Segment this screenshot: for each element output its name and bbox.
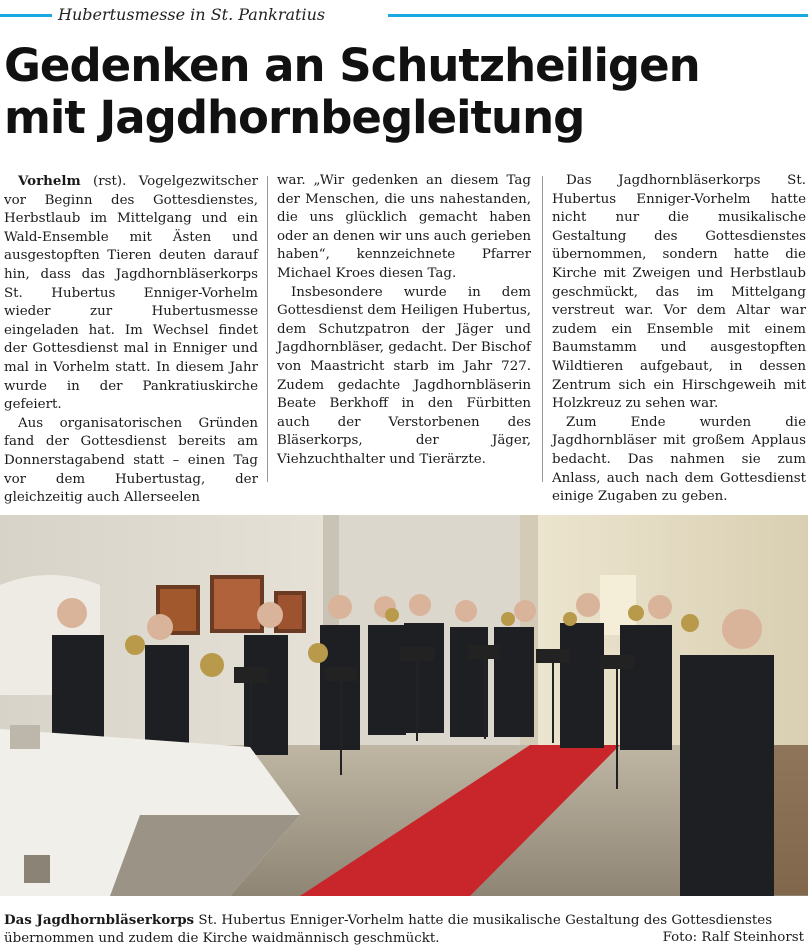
- kicker-rule-left: [0, 14, 52, 17]
- col1-paragraph-1-text: (rst). Vogelgezwitscher vor Beginn des Gottesdienstes, Herbstlaub im Mittelgang und ein Wald-Ensemble mit Ästen und ausgestopften Tieren deuten darauf hin, dass das Jagdhornbläserkorps St. Hubertus Enniger-Vorhelm wieder zur Hubertusmesse eingeladen hat. Im Wechsel findet der Gottesdienst mal in Enniger und mal in Vorhelm statt. In diesem Jahr wurde in der Pankratiuskirche gefeiert.: [4, 174, 258, 413]
- kicker: Hubertusmesse in St. Pankratius: [58, 5, 326, 24]
- headline: [4, 40, 804, 144]
- caption-text: St. Hubertus Enniger-Vorhelm hatte die musikalische Gestaltung des Gottesdienstes übernommen und zudem die Kirche waidmännisch geschmückt.: [4, 913, 773, 946]
- kicker-row: [0, 4, 808, 26]
- col2-paragraph-2: Insbesondere wurde in dem Gottesdienst dem Heiligen Hubertus, dem Schutzpatron der Jäger und Jagdhornbläser, gedacht. Der Bischof von Maastricht starb im Jahr 727. Zudem gedachte Jagdhornbläserin Beate Berkhoff in den Fürbitten auch der Verstorbenen des Bläserkorps, der Jäger, Viehzuchthalter und Tierärzte.: [277, 284, 531, 467]
- article-column-2: [277, 172, 531, 470]
- caption-lead: Das Jagdhornbläserkorps: [4, 912, 195, 928]
- column-divider-1: [267, 176, 268, 482]
- headline-line-2: mit Jagdhornbegleitung: [4, 91, 585, 144]
- col2-paragraph-1: war. „Wir gedenken an diesem Tag der Menschen, die uns nahestanden, die uns glücklich gemacht haben oder an denen wir uns auch gerieben haben“, kennzeichnete Pfarrer Michael Kroes diesen Tag.: [277, 173, 531, 281]
- photo-credit: Foto: Ralf Steinhorst: [662, 930, 804, 945]
- column-divider-2: [542, 176, 543, 482]
- headline-line-1: Gedenken an Schutzheiligen: [4, 39, 700, 92]
- article-photo: [0, 515, 808, 896]
- col3-paragraph-2: Zum Ende wurden die Jagdhornbläser mit großem Applaus bedacht. Das nahmen sie zum Anlass, auch nach dem Gottesdienst einige Zugaben zu geben.: [552, 414, 806, 505]
- dateline: Vorhelm: [18, 173, 81, 189]
- col1-paragraph-2: Aus organisatorischen Gründen fand der Gottesdienst bereits am Donnerstagabend statt – einen Tag vor dem Hubertustag, der gleichzeitig auch Allerseelen: [4, 415, 258, 506]
- article-column-1: [4, 172, 258, 508]
- church-scene-illustration: [0, 515, 808, 896]
- kicker-rule-right: [388, 14, 808, 17]
- col1-paragraph-1: [4, 172, 258, 415]
- article-column-3: [552, 172, 806, 507]
- col3-paragraph-1: Das Jagdhornbläserkorps St. Hubertus Enniger-Vorhelm hatte nicht nur die musikalische Gestaltung des Gottesdienstes übernommen, sondern hatte die Kirche mit Zweigen und Herbstlaub geschmückt, das im Mittelgang verstreut war. Vor dem Altar war zudem ein Ensemble mit einem Baumstamm und ausgestopften Wildtieren aufgebaut, in dessen Zentrum sich ein Hirschgeweih mit Holzkreuz zu sehen war.: [552, 173, 806, 412]
- photo-caption: [4, 911, 806, 948]
